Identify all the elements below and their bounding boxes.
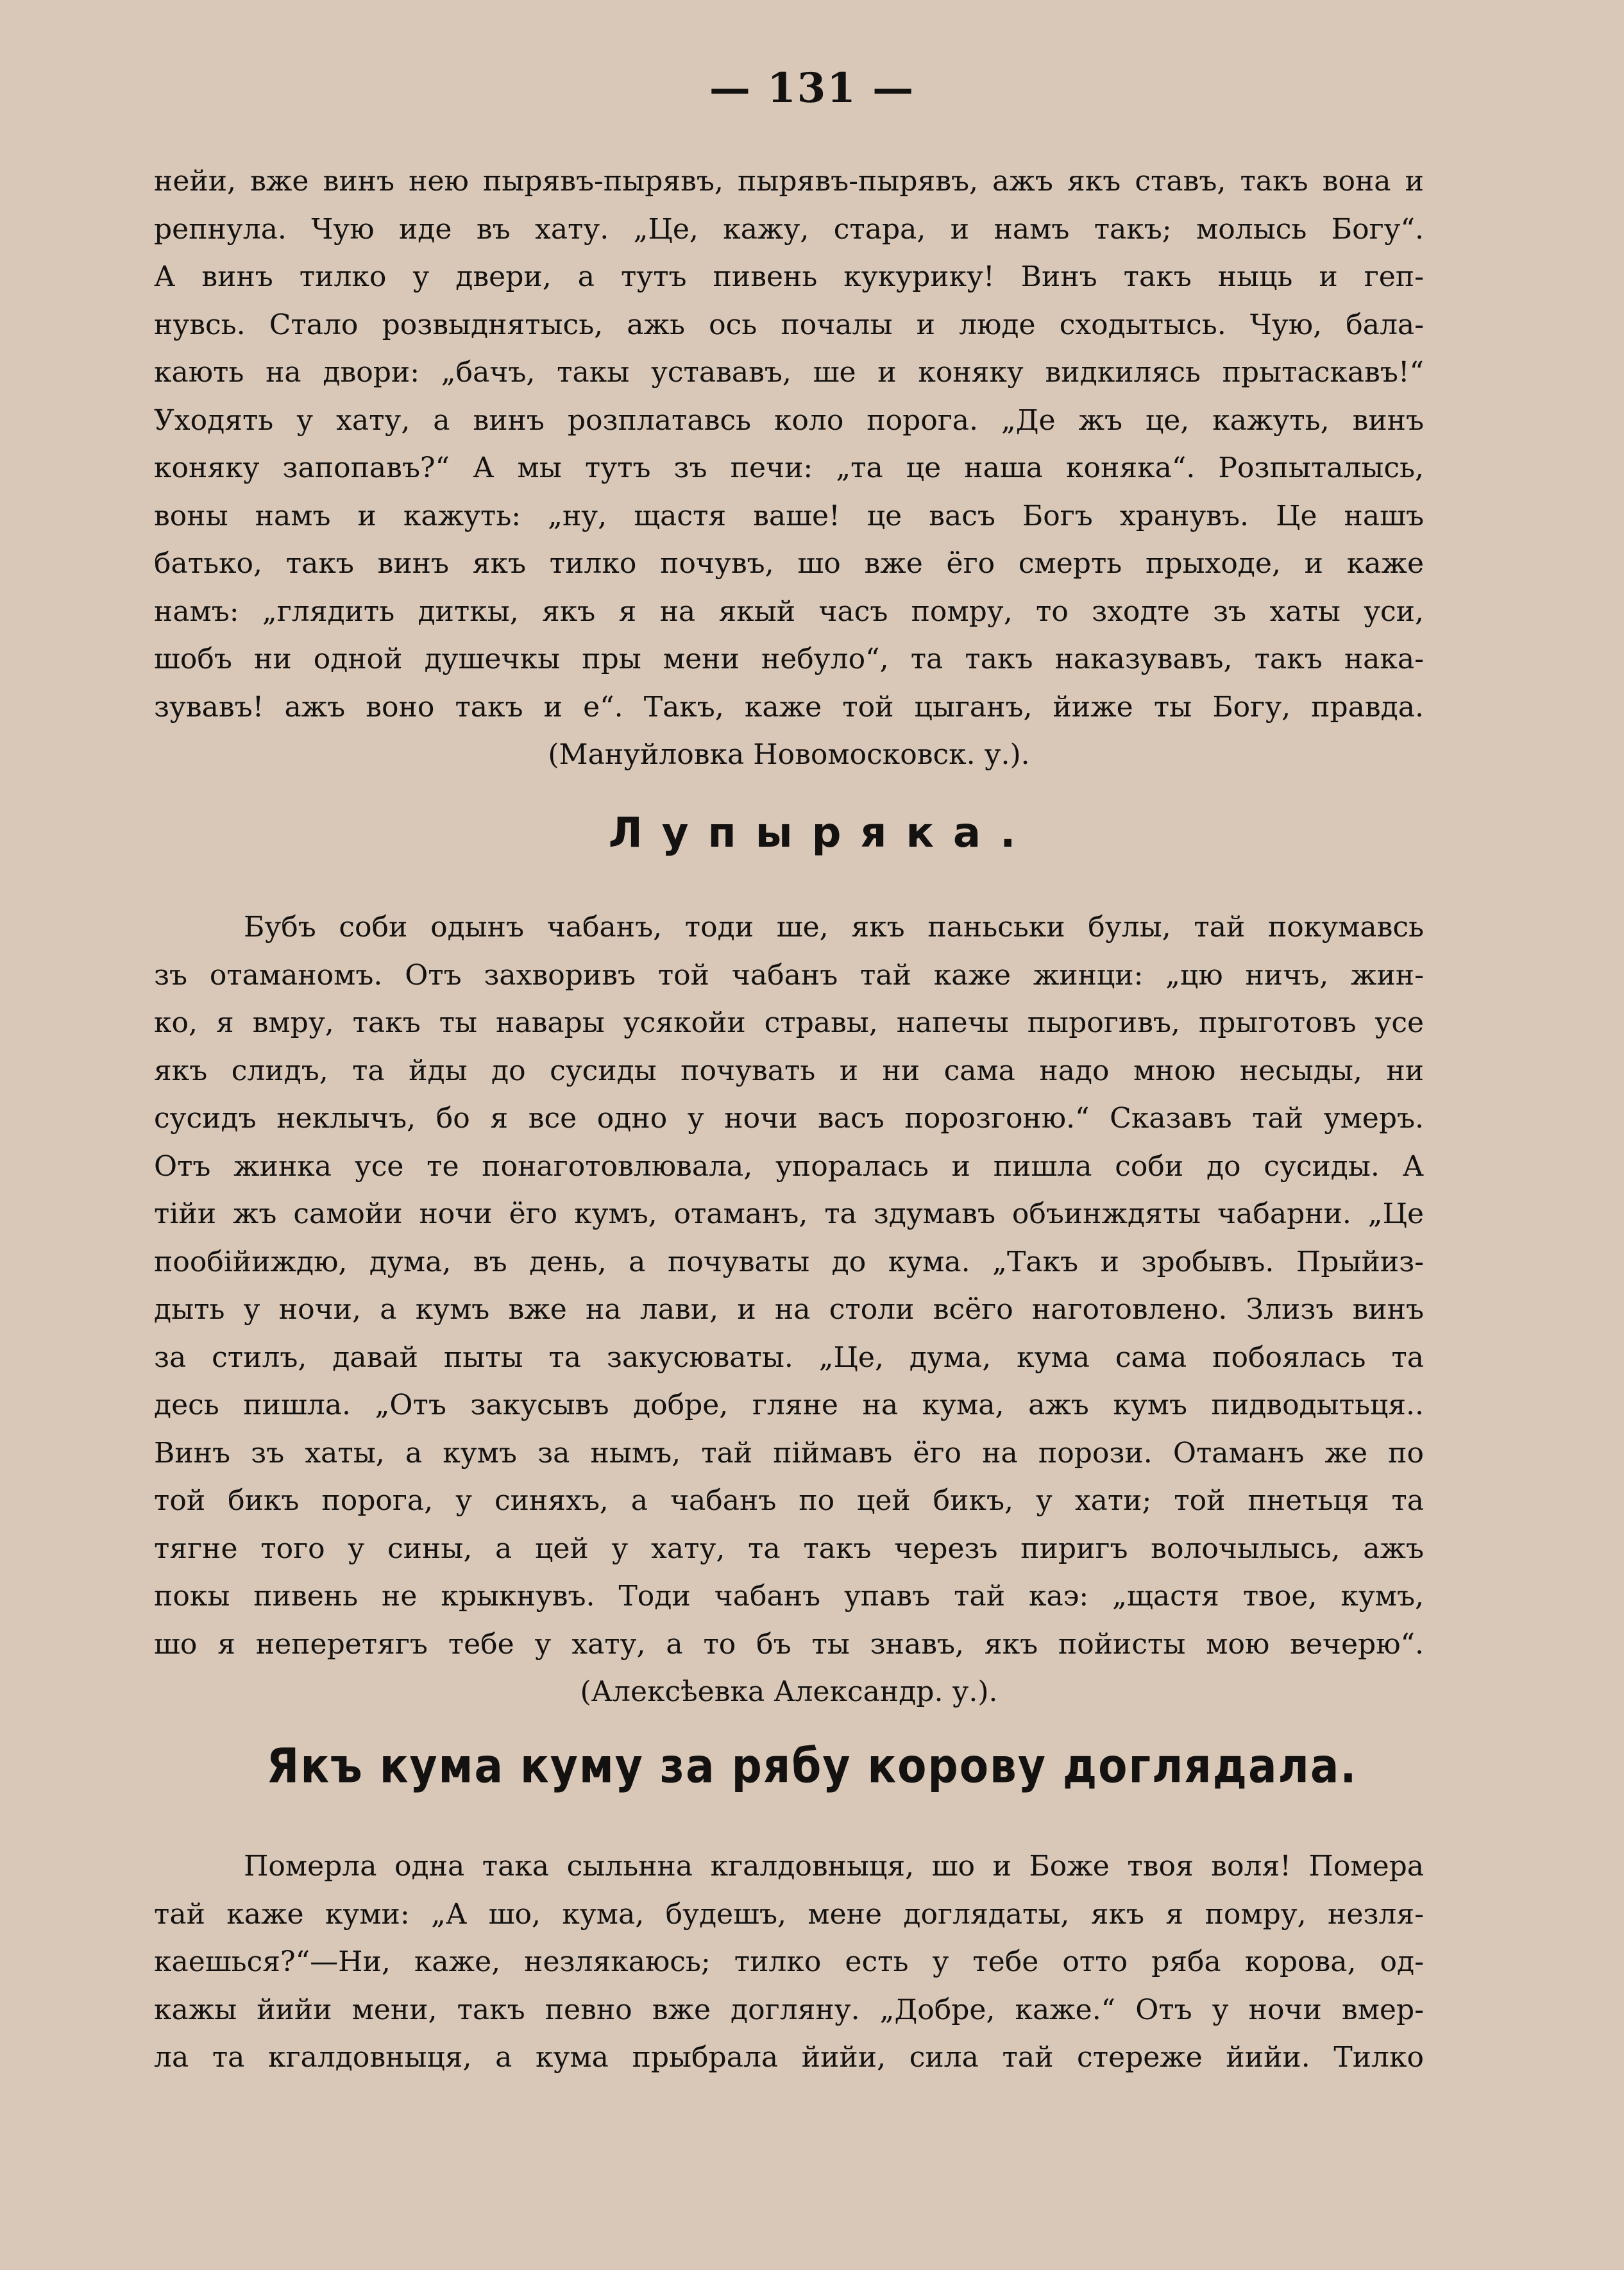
story2-line-1: Бубъ соби одынъ чабанъ, тоди ше, якъ паньськи булы, тай покумавсь — [244, 911, 1424, 944]
story1-line-2: репнула. Чую иде въ хату. „Це, кажу, стара, и намъ такъ; молысь Богу“. — [154, 212, 1424, 246]
page-number: — 131 — — [709, 64, 915, 112]
story1-line-9: батько, такъ винъ якъ тилко почувъ, шо вже ёго смерть прыходе, и каже — [154, 547, 1424, 580]
story2-line-7: тійи жъ самойи ночи ёго кумъ, отаманъ, та здумавъ объинждяты чабарни. „Це — [154, 1198, 1424, 1230]
story1-line-7: коняку запопавъ?“ А мы тутъ зъ печи: „та це наша коняка“. Розпыталысь, — [154, 452, 1424, 484]
story3-line-2: тай каже куми: „А шо, кума, будешъ, мене доглядаты, якъ я помру, незля- — [154, 1897, 1424, 1931]
story2-title: Лупыряка. — [608, 809, 1035, 857]
story2-line-16: шо я неперетягъ тебе у хату, а то бъ ты знавъ, якъ пойисты мою вечерю“. — [154, 1627, 1424, 1661]
story2-line-8: пообійиждю, дума, въ день, а почуваты до кума. „Такъ и зробывъ. Прыйиз- — [154, 1245, 1424, 1278]
story2-line-11: десь пишла. „Отъ закусывъ добре, гляне на кума, ажъ кумъ пидводытьця.. — [154, 1389, 1424, 1421]
story2-line-10: за стилъ, давай пыты та закусюваты. „Це, дума, кума сама побоялась та — [154, 1341, 1424, 1374]
story1-text — [154, 158, 1424, 779]
story3-line-5: ла та кгалдовныця, а кума прыбрала йийи, сила тай стереже йийи. Тилко — [154, 2041, 1424, 2074]
story2-line-6: Отъ жинка усе те понаготовлювала, упоралась и пишла соби до сусиды. А — [154, 1149, 1424, 1183]
story2-line-4: якъ слидъ, та йды до сусиды почувать и ни сама надо мною несыды, ни — [154, 1054, 1424, 1087]
story2-line-12: Винъ зъ хаты, а кумъ за нымъ, тай піймавъ ёго на порози. Отаманъ же по — [154, 1436, 1424, 1470]
story1-line-6: Уходять у хату, а винъ розплатавсь коло порога. „Де жъ це, кажуть, винъ — [154, 403, 1424, 437]
story1-line-10: намъ: „глядить диткы, якъ я на якый часъ помру, то зходте зъ хаты уси, — [154, 595, 1424, 628]
story3-text — [154, 1843, 1424, 2082]
story1-line-11: шобъ ни одной душечкы пры мени небуло“, та такъ наказувавъ, такъ нака- — [154, 643, 1424, 675]
story1-line-4: нувсь. Стало розвыднятысь, ажь ось почалы и люде сходытысь. Чую, бала- — [154, 308, 1424, 341]
story2-line-13: той бикъ порога, у синяхъ, а чабанъ по цей бикъ, у хати; той пнетьця та — [154, 1484, 1424, 1517]
story3-line-4: кажы йийи мени, такъ певно вже догляну. „Добре, каже.“ Отъ у ночи вмер- — [154, 1993, 1424, 2026]
story3-title: Якъ кума куму за рябу корову доглядала. — [266, 1738, 1358, 1794]
story1-line-8: воны намъ и кажуть: „ну, щастя ваше! це васъ Богъ хранувъ. Це нашъ — [154, 499, 1424, 532]
story1-line-1: нейи, вже винъ нею пырявъ-пырявъ, пырявъ-пырявъ, ажъ якъ ставъ, такъ вона и — [154, 165, 1424, 198]
story1-line-5: кають на двори: „бачъ, такы устававъ, ше и коняку видкилясь прытаскавъ!“ — [154, 356, 1424, 389]
story2-text — [154, 904, 1424, 1716]
story1-line-3: А винъ тилко у двери, а тутъ пивень кукурику! Винъ такъ ныць и геп- — [154, 260, 1424, 293]
story2-source: (Алексѣевка Александр. у.). — [580, 1675, 998, 1708]
story1-line-12: зувавъ! ажъ воно такъ и е“. Такъ, каже той цыганъ, йиже ты Богу, правда. — [154, 690, 1424, 724]
story2-line-14: тягне того у сины, а цей у хату, та такъ черезъ пиригъ волочылысь, ажъ — [154, 1532, 1424, 1565]
story2-line-2: зъ отаманомъ. Отъ захворивъ той чабанъ тай каже жинци: „цю ничъ, жин- — [154, 958, 1424, 992]
story3-line-1: Померла одна така сыльнна кгалдовныця, шо и Боже твоя воля! Помера — [244, 1850, 1424, 1883]
story3-line-3: каешься?“—Ни, каже, незлякаюсь; тилко есть у тебе отто ряба корова, од- — [154, 1945, 1424, 1978]
story1-source: (Мануйловка Новомосковск. у.). — [548, 738, 1030, 771]
story2-line-3: ко, я вмру, такъ ты навары усякойи стравы, напечы пырогивъ, прыготовъ усе — [154, 1006, 1424, 1039]
story2-line-9: дыть у ночи, а кумъ вже на лави, и на столи всёго наготовлено. Злизъ винъ — [154, 1293, 1424, 1326]
story2-line-15: покы пивень не крыкнувъ. Тоди чабанъ упавъ тай каэ: „щастя твое, кумъ, — [154, 1580, 1424, 1613]
story2-line-5: сусидъ неклычъ, бо я все одно у ночи васъ порозгоню.“ Сказавъ тай умеръ. — [154, 1102, 1424, 1135]
